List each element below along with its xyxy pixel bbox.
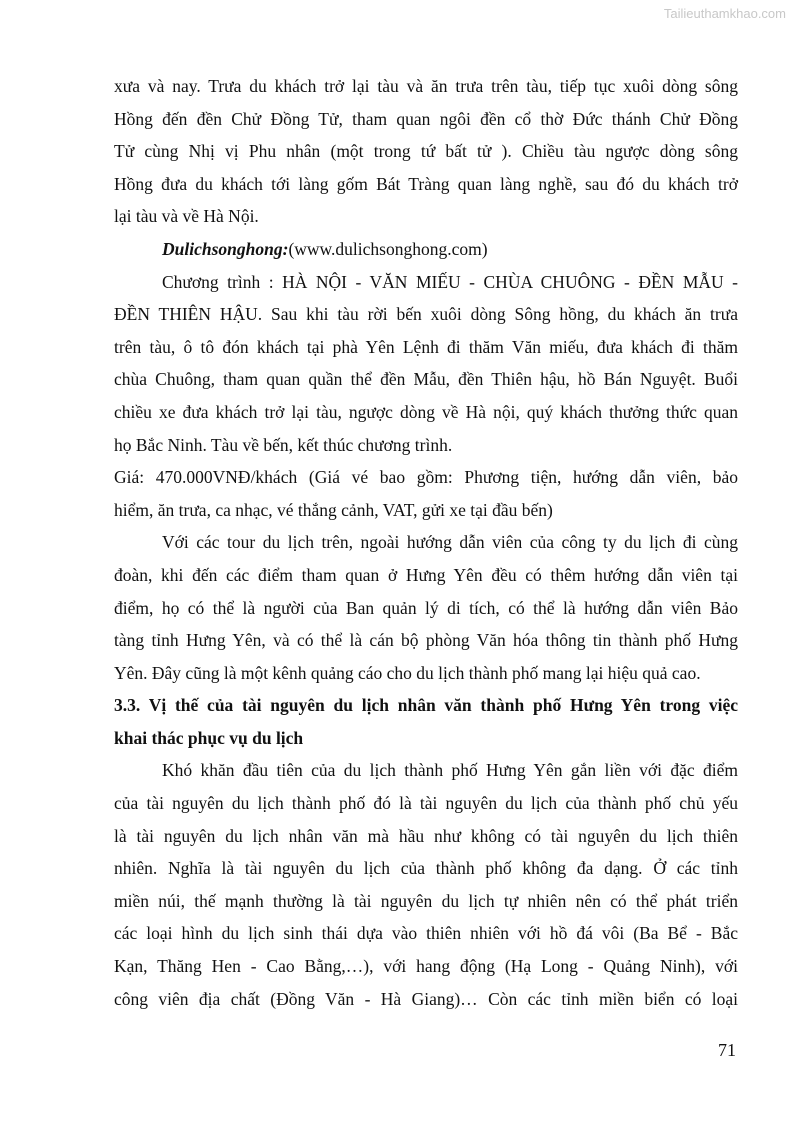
text-line: ĐỀN THIÊN HẬU. Sau khi tàu rời bến xuôi dòng Sông hồng, du khách ăn trưa	[114, 304, 738, 325]
text-line: điểm, họ có thể là người của Ban quản lý di tích, có thể là hướng dẫn viên Bảo	[114, 597, 738, 618]
text-line: đoàn, khi đến các điểm tham quan ở Hưng Yên đều có thêm hướng dẫn viên tại	[114, 564, 738, 585]
text-line: của tài nguyên du lịch thành phố đó là tài nguyên du lịch của thành phố chủ yếu	[114, 793, 738, 814]
text-line: Kạn, Thăng Hen - Cao Bằng,…), với hang động (Hạ Long - Quảng Ninh), với	[114, 956, 738, 977]
text-line: miền núi, thế mạnh thường là tài nguyên du lịch tự nhiên nên có thể phát triển	[114, 890, 738, 911]
text-line: Giá: 470.000VNĐ/khách (Giá vé bao gồm: Phương tiện, hướng dẫn viên, bảo	[114, 467, 738, 488]
heading-line: 3.3. Vị thế của tài nguyên du lịch nhân văn thành phố Hưng Yên trong việc	[114, 695, 738, 716]
text-line: xưa và nay. Trưa du khách trở lại tàu và ăn trưa trên tàu, tiếp tục xuôi dòng sông	[114, 76, 738, 96]
section-heading	[114, 689, 738, 754]
text-line: công viên địa chất (Đồng Văn - Hà Giang)… Còn các tỉnh miền biển có loại	[114, 988, 738, 1009]
text-line: họ Bắc Ninh. Tàu về bến, kết thúc chương trình.	[114, 434, 453, 455]
text-line: nhiên. Nghĩa là tài nguyên du lịch của thành phố không đa dạng. Ở các tỉnh	[114, 858, 738, 879]
brand-url: (www.dulichsonghong.com)	[288, 238, 488, 259]
watermark: Tailieuthamkhao.com	[663, 6, 786, 21]
text-line: chiều xe đưa khách trở lại tàu, ngược dòng về Hà nội, quý khách thưởng thức quan	[114, 401, 738, 422]
page-body	[114, 70, 738, 1015]
heading-line: khai thác phục vụ du lịch	[114, 727, 304, 748]
paragraph-difficulties	[114, 754, 738, 1015]
page-number: 71	[718, 1040, 736, 1060]
text-line: Chương trình : HÀ NỘI - VĂN MIẾU - CHÙA CHUÔNG - ĐỀN MẪU -	[162, 271, 738, 292]
text-line: chùa Chuông, tham quan quần thể đền Mẫu, đền Thiên hậu, hồ Bán Nguyệt. Buổi	[114, 369, 738, 390]
text-line: lại tàu và về Hà Nội.	[114, 206, 259, 227]
text-line: Hồng đến đền Chử Đồng Tử, tham quan ngôi đền cổ thờ Đức thánh Chử Đồng	[114, 108, 738, 129]
paragraph-guides	[114, 526, 738, 689]
paragraph-price	[114, 461, 738, 526]
text-line: hiểm, ăn trưa, ca nhạc, vé thắng cảnh, VAT, gửi xe tại đầu bến)	[114, 499, 553, 520]
text-line: Hồng đưa du khách tới làng gốm Bát Tràng quan làng nghề, sau đó du khách trở	[114, 173, 738, 194]
text-line: Khó khăn đầu tiên của du lịch thành phố Hưng Yên gắn liền với đặc điểm	[162, 760, 738, 781]
brand-line	[114, 233, 738, 266]
text-line: trên tàu, ô tô đón khách tại phà Yên Lệnh đi thăm Văn miếu, đưa khách đi thăm	[114, 336, 738, 357]
brand-name: Dulichsonghong:	[162, 238, 289, 259]
text-line: Với các tour du lịch trên, ngoài hướng dẫn viên của công ty du lịch đi cùng	[162, 532, 738, 553]
paragraph-program	[114, 266, 738, 462]
text-line: tàng tỉnh Hưng Yên, và có thể là cán bộ phòng Văn hóa thông tin thành phố Hưng	[114, 630, 738, 651]
text-line: Tử cùng Nhị vị Phu nhân (một trong tứ bất tử ). Chiều tàu ngược dòng sông	[114, 141, 738, 162]
text-line: Yên. Đây cũng là một kênh quảng cáo cho du lịch thành phố mang lại hiệu quả cao.	[114, 662, 701, 683]
text-line: là tài nguyên du lịch nhân văn mà hầu như không có tài nguyên du lịch thiên	[114, 825, 738, 846]
text-line: các loại hình du lịch sinh thái dựa vào thiên nhiên với hồ đá vôi (Ba Bể - Bắc	[114, 923, 738, 944]
paragraph-tour-chu-dong-tu	[114, 70, 738, 233]
